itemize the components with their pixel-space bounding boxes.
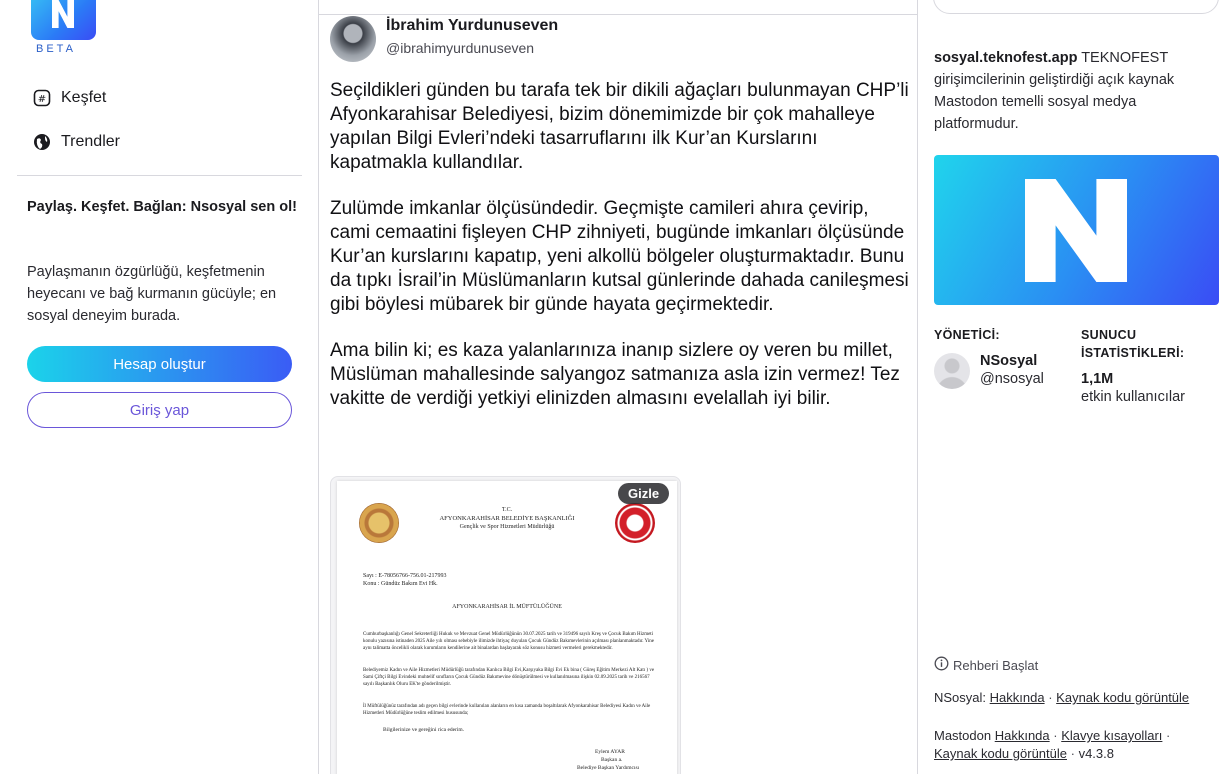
left-sidebar [0,0,318,774]
doc-body: İl Müftülüğünüz tarafından adı geçen bilgi evlerinde kullanılan alanların en kısa zamanda boşaltılarak Afyonkarahisar Belediyesi Kadın ve Aile Hizmetleri Müdürlüğüne teslim edilmesi hususunda; [363,704,651,716]
about-link[interactable]: Hakkında [989,690,1045,705]
doc-signer-name: Eylem AYAR [595,749,625,755]
separator: · [1048,690,1053,705]
separator: · [1070,746,1075,761]
nsosyal-logo[interactable] [31,0,97,56]
active-users-count: 1,1M [1081,371,1114,387]
login-button[interactable]: Giriş yap [27,392,292,428]
hide-media-button[interactable]: Gizle [618,483,669,504]
nav-item-explore[interactable] [33,89,106,107]
doc-department: Gençlik ve Spor Hizmetleri Müdürlüğü [459,524,555,530]
admin-label: YÖNETİCİ: [934,328,1000,342]
nsosyal-footer [934,690,1189,705]
info-icon [934,656,949,674]
keyboard-shortcuts-link[interactable]: Klavye kısayolları [1061,728,1163,743]
promo-description: Paylaşmanın özgürlüğü, keşfetmenin heyecanı ve bağ kurmanın gücüyle; en sosyal deneyim burada. [27,264,277,324]
doc-signer-title: Başkan a. [601,757,623,763]
svg-text:#: # [37,94,47,105]
server-about [934,47,1219,135]
post-paragraph: Ama bilin ki; es kaza yalanlarınıza inanıp sizlere oy veren bu millet, Müslüman mahallesinde salyangoz satmanıza asla izin vermez! Tez vakitte de verdiği yetkiyi elinizden almasını evelallah iyi bilir. [330,340,900,409]
n-logo-icon [31,0,96,40]
create-account-button[interactable]: Hesap oluştur [27,346,292,382]
footer-label: Mastodon [934,728,992,743]
divider [17,175,302,176]
mastodon-footer-2 [934,746,1114,761]
mastodon-about-link[interactable]: Hakkında [994,728,1050,743]
nav-item-trends[interactable] [33,133,120,151]
admin-name[interactable]: NSosyal [980,353,1038,369]
start-guide-link[interactable] [934,656,1038,674]
server-banner [934,155,1219,305]
start-guide-label: Rehberi Başlat [953,657,1039,673]
avatar[interactable] [330,16,376,62]
right-sidebar [918,0,1221,774]
doc-tc: T.C. [501,507,513,513]
post-paragraph: Zulümde imkanlar ölçüsündedir. Geçmişte camileri ahıra çevirip, cami cemaatini fişleyen CHP zihniyeti, bugünde imkanları ölçüsünde Kur’an kurslarını kapatıp, yeni alkollü bölgeler oluşturmaktadır. Bunu da tıpkı İsrail’in Müslümanların kutsal günlerinde dahada canileşmesi gibi böylesi mübarek bir günde hayata geçirmektedir. [330,198,909,315]
server-description: TEKNOFEST girişimcilerinin geliştirdiği açık kaynak Mastodon temelli sosyal medya platformudur. [934,50,1175,132]
separator: · [1053,728,1058,743]
doc-subject: Konu : Gündüz Bakım Evi Hk. [363,581,438,587]
doc-signer-title: Belediye Başkan Yardımcısı [577,765,640,771]
doc-body: Belediyemiz Kadın ve Aile Hizmetleri Müdürlüğü tarafından Kanlıca Bilgi Evi,Karşıyaka Bilgi Evi Ek bina ( Güreş Eğitim Merkezi Alt Katı ) ve Sami Çiftçi Bilgi Evindeki muhtelif sınıfların Çocuk Gündüz Bakımevine dönüştürülmesi ve kullanılmasına ilişkin 02.09.2025 tarih ve 216567 sayılı Başkanlık Oluru EK'te gönderilmiştir. [363,668,655,687]
promo-title: Paylaş. Keşfet. Bağlan: Nsosyal sen ol! [27,199,297,215]
admin-avatar[interactable] [934,353,970,389]
divider [319,14,918,15]
stats-label: İSTATİSTİKLERİ: [1081,346,1185,360]
doc-number: Sayı : E-78056766-756.01-217993 [363,573,447,579]
media-attachment[interactable] [330,476,681,774]
globe-icon [33,133,51,151]
admin-handle[interactable]: @nsosyal [980,371,1044,387]
official-letter-image [337,481,677,774]
post-column [318,0,918,774]
doc-closing: Bilgilerinize ve gereğini rica ederim. [383,727,465,733]
footer-label: NSosyal: [934,690,987,705]
post-content [330,79,910,433]
n-logo-icon [1025,179,1127,282]
beta-badge: BETA [36,43,76,55]
search-input[interactable] [933,0,1219,14]
post-author-handle[interactable]: @ibrahimyurdunuseven [386,40,535,56]
separator: · [1166,728,1171,743]
nav-item-label: Keşfet [61,89,107,106]
server-domain: sosyal.teknofest.app [934,50,1078,66]
doc-addressee: AFYONKARAHİSAR İL MÜFTÜLÜĞÜNE [452,604,562,610]
source-code-link[interactable]: Kaynak kodu görüntüle [1056,690,1190,705]
post-paragraph: Seçildikleri günden bu tarafa tek bir dikili ağaçları bulunmayan CHP’li Afyonkarahisar Belediyesi, bizim dönemimizde bir çok mahalleye yapılan Bilgi Evleri’ndeki tasarruflarını ilk Kur’an Kurslarını kapatmakla kullandılar. [330,80,909,173]
post-author-name[interactable]: İbrahim Yurdunuseven [386,17,559,34]
version-label: v4.3.8 [1078,746,1114,761]
hashtag-icon [33,89,51,107]
active-users-label: etkin kullanıcılar [1081,389,1185,405]
mastodon-source-code-link[interactable]: Kaynak kodu görüntüle [934,746,1067,761]
nav-item-label: Trendler [61,133,120,150]
stats-label: SUNUCU [1081,328,1137,342]
doc-body: Cumhurbaşkanlığı Genel Sekreterliği Hukuk ve Mevzuat Genel Müdürlüğünün 30.07.2025 tarih ve 319496 sayılı Kreş ve Çocuk Bakım Hizmeti konulu yazısına istinaden 2025 Aile yılı olması sebebiyle ilimizde ihtiyaç duyulan Çocuk Gündüz Bakımevlerinin açılması planlanmaktadır. Yine aynı talimatta öncelikli olarak kurumların kendilerine ait binalardan başlayarak söz konusu hizmeti vermeleri gerekmektedir. [363,632,655,651]
doc-office: AFYONKARAHİSAR BELEDİYE BAŞKANLIĞI [439,515,575,522]
mastodon-footer [934,728,1170,743]
